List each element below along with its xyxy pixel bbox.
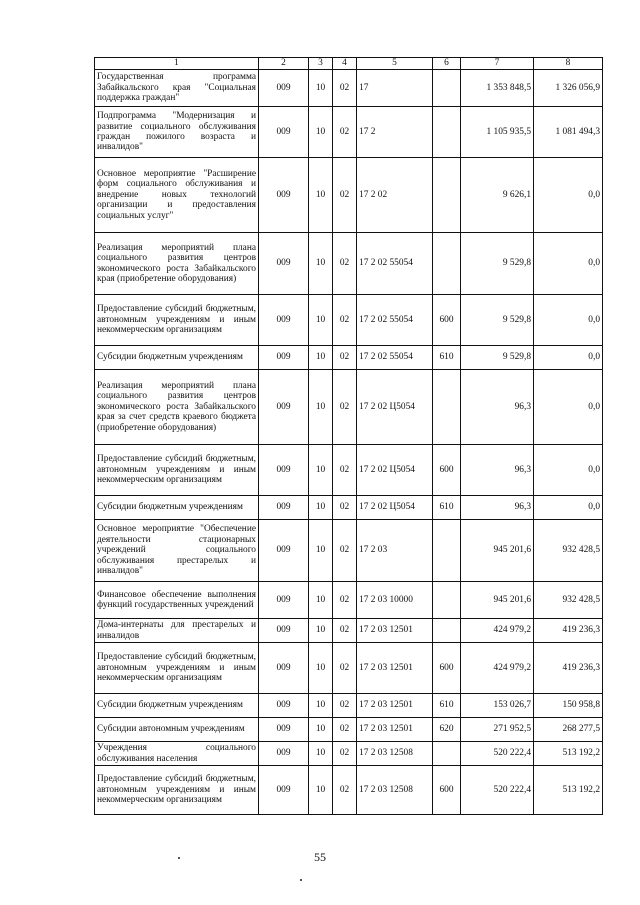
- amount-year-1: 945 201,6: [461, 520, 534, 582]
- row-name: Основное мероприятие "Обеспечение деятельности стационарных учреждений социального обслуживания престарелых и инвалидов": [95, 520, 259, 582]
- expense-type-code: 610: [433, 694, 461, 718]
- row-name: Предоставление субсидий бюджетным, автономным учреждениям и иным некоммерческим организациям: [95, 295, 259, 346]
- admin-code: 009: [259, 742, 309, 766]
- admin-code: 009: [259, 295, 309, 346]
- section-code: 10: [309, 346, 333, 370]
- section-code: 10: [309, 370, 333, 445]
- amount-year-1: 9 626,1: [461, 158, 534, 233]
- section-code: 10: [309, 742, 333, 766]
- row-name: Субсидии бюджетным учреждениям: [95, 694, 259, 718]
- amount-year-2: 150 958,8: [534, 694, 603, 718]
- target-article-code: 17 2: [357, 107, 433, 158]
- target-article-code: 17 2 02 Ц5054: [357, 370, 433, 445]
- section-code: 10: [309, 694, 333, 718]
- amount-year-1: 271 952,5: [461, 718, 534, 742]
- amount-year-2: 932 428,5: [534, 582, 603, 619]
- expense-type-code: [433, 742, 461, 766]
- table-row: [95, 496, 603, 520]
- table-row: [95, 742, 603, 766]
- amount-year-2: 1 326 056,9: [534, 70, 603, 107]
- amount-year-1: 1 353 848,5: [461, 70, 534, 107]
- amount-year-2: 0,0: [534, 233, 603, 295]
- expense-type-code: [433, 582, 461, 619]
- subsection-code: 02: [333, 766, 357, 815]
- table-row: [95, 158, 603, 233]
- table-row: [95, 694, 603, 718]
- subsection-code: 02: [333, 619, 357, 643]
- row-name: Субсидии автономным учреждениям: [95, 718, 259, 742]
- amount-year-2: 0,0: [534, 496, 603, 520]
- table-row: [95, 643, 603, 694]
- row-name: Предоставление субсидий бюджетным, автономным учреждениям и иным некоммерческим организациям: [95, 643, 259, 694]
- amount-year-1: 96,3: [461, 370, 534, 445]
- section-code: 10: [309, 619, 333, 643]
- admin-code: 009: [259, 766, 309, 815]
- amount-year-2: 0,0: [534, 370, 603, 445]
- table-row: [95, 619, 603, 643]
- amount-year-1: 9 529,8: [461, 295, 534, 346]
- target-article-code: 17 2 02 55054: [357, 346, 433, 370]
- scan-speck: [178, 857, 180, 859]
- section-code: 10: [309, 107, 333, 158]
- amount-year-2: 419 236,3: [534, 643, 603, 694]
- section-code: 10: [309, 718, 333, 742]
- target-article-code: 17 2 03 12501: [357, 643, 433, 694]
- subsection-code: 02: [333, 346, 357, 370]
- amount-year-2: 0,0: [534, 295, 603, 346]
- target-article-code: 17 2 02 55054: [357, 295, 433, 346]
- expense-type-code: [433, 370, 461, 445]
- subsection-code: 02: [333, 70, 357, 107]
- admin-code: 009: [259, 582, 309, 619]
- subsection-code: 02: [333, 158, 357, 233]
- column-header: 8: [534, 58, 603, 70]
- table-row: [95, 70, 603, 107]
- amount-year-1: 96,3: [461, 496, 534, 520]
- table-row: [95, 107, 603, 158]
- column-header: 3: [309, 58, 333, 70]
- amount-year-2: 419 236,3: [534, 619, 603, 643]
- expense-type-code: 600: [433, 643, 461, 694]
- row-name: Финансовое обеспечение выполнения функций государственных учреждений: [95, 582, 259, 619]
- subsection-code: 02: [333, 233, 357, 295]
- target-article-code: 17 2 02 Ц5054: [357, 445, 433, 496]
- target-article-code: 17 2 02 55054: [357, 233, 433, 295]
- column-header: 7: [461, 58, 534, 70]
- admin-code: 009: [259, 718, 309, 742]
- target-article-code: 17 2 03 10000: [357, 582, 433, 619]
- row-name: Субсидии бюджетным учреждениям: [95, 496, 259, 520]
- budget-table: [94, 57, 603, 815]
- table-row: [95, 295, 603, 346]
- section-code: 10: [309, 582, 333, 619]
- section-code: 10: [309, 643, 333, 694]
- section-code: 10: [309, 70, 333, 107]
- column-header: 6: [433, 58, 461, 70]
- amount-year-1: 424 979,2: [461, 619, 534, 643]
- expense-type-code: [433, 520, 461, 582]
- subsection-code: 02: [333, 520, 357, 582]
- target-article-code: 17 2 02: [357, 158, 433, 233]
- expense-type-code: 600: [433, 295, 461, 346]
- admin-code: 009: [259, 496, 309, 520]
- amount-year-1: 153 026,7: [461, 694, 534, 718]
- section-code: 10: [309, 496, 333, 520]
- target-article-code: 17 2 02 Ц5054: [357, 496, 433, 520]
- subsection-code: 02: [333, 496, 357, 520]
- target-article-code: 17 2 03 12501: [357, 619, 433, 643]
- admin-code: 009: [259, 520, 309, 582]
- table-row: [95, 370, 603, 445]
- amount-year-2: 513 192,2: [534, 742, 603, 766]
- subsection-code: 02: [333, 295, 357, 346]
- scan-speck: [300, 879, 302, 881]
- subsection-code: 02: [333, 582, 357, 619]
- table-row: [95, 233, 603, 295]
- amount-year-2: 932 428,5: [534, 520, 603, 582]
- admin-code: 009: [259, 346, 309, 370]
- amount-year-1: 96,3: [461, 445, 534, 496]
- subsection-code: 02: [333, 742, 357, 766]
- admin-code: 009: [259, 619, 309, 643]
- expense-type-code: 600: [433, 766, 461, 815]
- amount-year-1: 9 529,8: [461, 233, 534, 295]
- subsection-code: 02: [333, 370, 357, 445]
- section-code: 10: [309, 295, 333, 346]
- column-header: 5: [357, 58, 433, 70]
- table-row: [95, 766, 603, 815]
- section-code: 10: [309, 520, 333, 582]
- amount-year-1: 520 222,4: [461, 766, 534, 815]
- admin-code: 009: [259, 694, 309, 718]
- table-row: [95, 346, 603, 370]
- amount-year-2: 0,0: [534, 158, 603, 233]
- table-row: [95, 445, 603, 496]
- subsection-code: 02: [333, 643, 357, 694]
- admin-code: 009: [259, 445, 309, 496]
- target-article-code: 17 2 03: [357, 520, 433, 582]
- section-code: 10: [309, 158, 333, 233]
- amount-year-2: 1 081 494,3: [534, 107, 603, 158]
- row-name: Государственная программа Забайкальского края "Социальная поддержка граждан": [95, 70, 259, 107]
- expense-type-code: 610: [433, 346, 461, 370]
- subsection-code: 02: [333, 445, 357, 496]
- admin-code: 009: [259, 107, 309, 158]
- row-name: Предоставление субсидий бюджетным, автономным учреждениям и иным некоммерческим организациям: [95, 766, 259, 815]
- amount-year-2: 0,0: [534, 445, 603, 496]
- table-body: [95, 70, 603, 815]
- target-article-code: 17 2 03 12501: [357, 694, 433, 718]
- expense-type-code: 620: [433, 718, 461, 742]
- admin-code: 009: [259, 643, 309, 694]
- admin-code: 009: [259, 158, 309, 233]
- table-row: [95, 582, 603, 619]
- expense-type-code: 610: [433, 496, 461, 520]
- amount-year-1: 945 201,6: [461, 582, 534, 619]
- table-header-row: [95, 58, 603, 70]
- admin-code: 009: [259, 70, 309, 107]
- row-name: Подпрограмма "Модернизация и развитие социального обслуживания граждан пожилого возраста и инвалидов": [95, 107, 259, 158]
- row-name: Дома-интернаты для престарелых и инвалидов: [95, 619, 259, 643]
- target-article-code: 17: [357, 70, 433, 107]
- subsection-code: 02: [333, 718, 357, 742]
- amount-year-2: 513 192,2: [534, 766, 603, 815]
- page-number: 55: [314, 850, 326, 864]
- admin-code: 009: [259, 233, 309, 295]
- section-code: 10: [309, 766, 333, 815]
- row-name: Учреждения социального обслуживания населения: [95, 742, 259, 766]
- amount-year-1: 9 529,8: [461, 346, 534, 370]
- column-header: 2: [259, 58, 309, 70]
- table-row: [95, 718, 603, 742]
- table-row: [95, 520, 603, 582]
- amount-year-1: 520 222,4: [461, 742, 534, 766]
- target-article-code: 17 2 03 12501: [357, 718, 433, 742]
- admin-code: 009: [259, 370, 309, 445]
- column-header: 4: [333, 58, 357, 70]
- row-name: Субсидии бюджетным учреждениям: [95, 346, 259, 370]
- section-code: 10: [309, 445, 333, 496]
- target-article-code: 17 2 03 12508: [357, 742, 433, 766]
- target-article-code: 17 2 03 12508: [357, 766, 433, 815]
- amount-year-1: 424 979,2: [461, 643, 534, 694]
- expense-type-code: [433, 619, 461, 643]
- amount-year-1: 1 105 935,5: [461, 107, 534, 158]
- subsection-code: 02: [333, 107, 357, 158]
- row-name: Реализация мероприятий плана социального развития центров экономического роста Забайкальского края за счет средств краевого бюджета (приобретение оборудования): [95, 370, 259, 445]
- expense-type-code: [433, 233, 461, 295]
- subsection-code: 02: [333, 694, 357, 718]
- amount-year-2: 0,0: [534, 346, 603, 370]
- section-code: 10: [309, 233, 333, 295]
- row-name: Основное мероприятие "Расширение форм социального обслуживания и внедрение новых технологий организации и предоставления социальных услуг": [95, 158, 259, 233]
- expense-type-code: 600: [433, 445, 461, 496]
- row-name: Предоставление субсидий бюджетным, автономным учреждениям и иным некоммерческим организациям: [95, 445, 259, 496]
- column-header: 1: [95, 58, 259, 70]
- amount-year-2: 268 277,5: [534, 718, 603, 742]
- expense-type-code: [433, 158, 461, 233]
- expense-type-code: [433, 107, 461, 158]
- row-name: Реализация мероприятий плана социального развития центров экономического роста Забайкальского края (приобретение оборудования): [95, 233, 259, 295]
- expense-type-code: [433, 70, 461, 107]
